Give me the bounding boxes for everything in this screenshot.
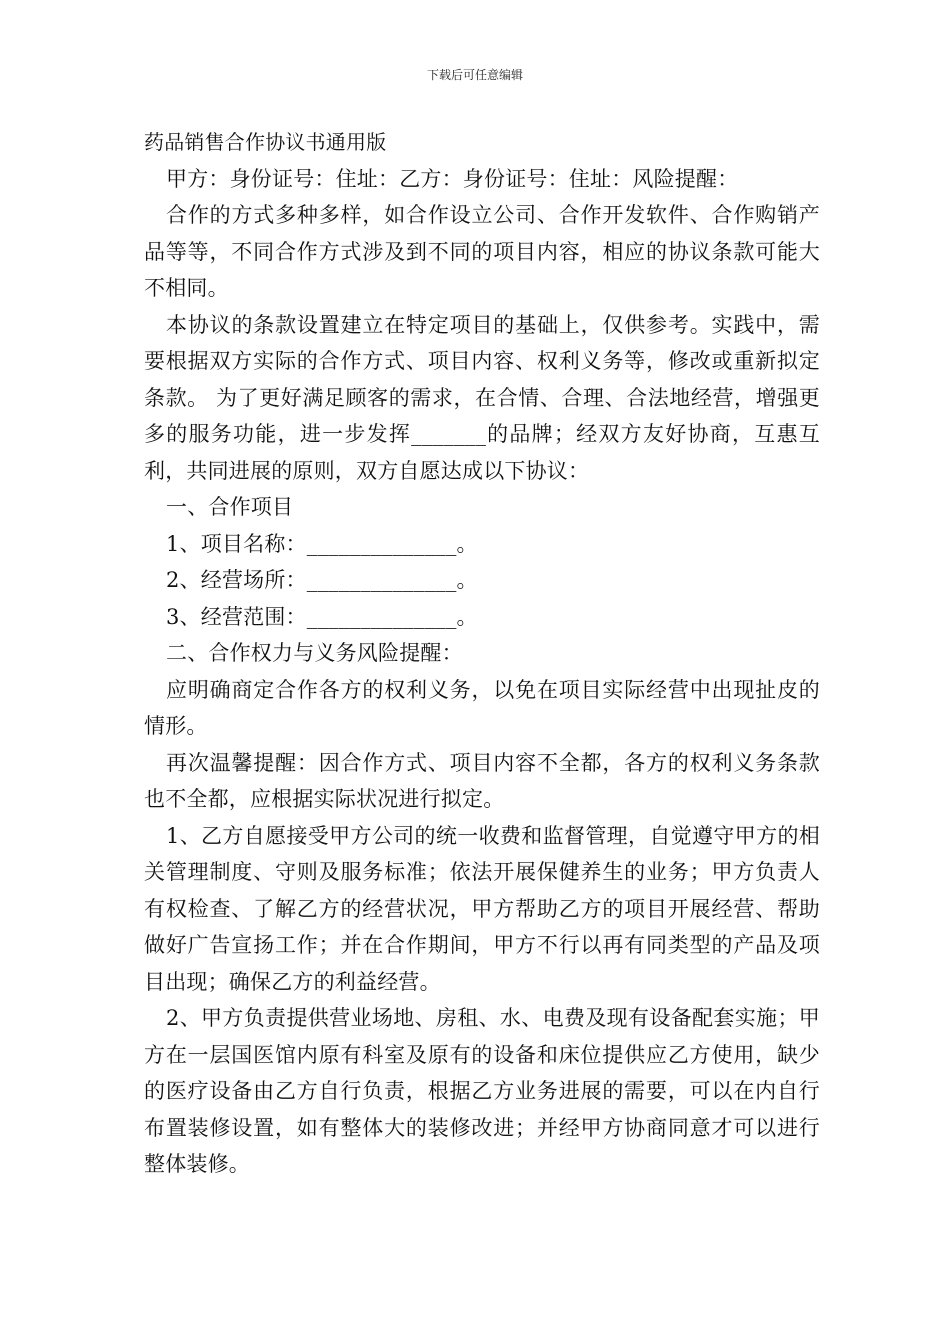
header-note: 下载后可任意编辑: [426, 68, 523, 82]
list-item-business-scope: 3、经营范围：______________。: [166, 604, 478, 629]
paragraph-rights-reminder: 应明确商定合作各方的权利义务，以免在项目实际经营中出现扯皮的情形。: [144, 677, 820, 738]
clause-2: 2、甲方负责提供营业场地、房租、水、电费及现有设备配套实施；甲方在一层国医馆内原有科室及原有的设备和床位提供应乙方使用，缺少的医疗设备由乙方自行负责，根据乙方业务进展的需要，可以在内自行布置装修设置，如有整体大的装修改进；并经甲方协商同意才可以进行整体装修。: [144, 1006, 820, 1176]
section-heading-project: 一、合作项目: [166, 495, 294, 519]
list-item-business-location: 2、经营场所：______________。: [166, 568, 478, 592]
document-body: [144, 124, 820, 1183]
paragraph-terms-basis: 本协议的条款设置建立在特定项目的基础上，仅供参考。实践中，需要根据双方实际的合作方式、项目内容、权利义务等，修改或重新拟定条款。 为了更好满足顾客的需求，在合情、合理、合法地经营，增强更多的服务功能，进一步发挥_______的品牌；经双方友好协商，互惠互利，共同进展的原则，双方自愿达成以下协议：: [144, 312, 820, 483]
paragraph-warm-reminder: 再次温馨提醒：因合作方式、项目内容不全都，各方的权利义务条款也不全都，应根据实际状况进行拟定。: [144, 750, 820, 811]
section-heading-rights-duties: 二、合作权力与义务风险提醒：: [166, 641, 463, 665]
document-title: 药品销售合作协议书通用版: [144, 130, 387, 154]
paragraph-cooperation-modes: 合作的方式多种多样，如合作设立公司、合作开发软件、合作购销产品等等，不同合作方式涉及到不同的项目内容，相应的协议条款可能大不相同。: [144, 203, 820, 300]
clause-1: 1、乙方自愿接受甲方公司的统一收费和监督管理，自觉遵守甲方的相关管理制度、守则及服务标准；依法开展保健养生的业务；甲方负责人有权检查、了解乙方的经营状况，甲方帮助乙方的项目开展经营、帮助做好广告宣扬工作；并在合作期间，甲方不行以再有同类型的产品及项目出现；确保乙方的利益经营。: [144, 823, 820, 994]
list-item-project-name: 1、项目名称：______________。: [166, 531, 478, 556]
paragraph-parties: 甲方：身份证号：住址：乙方：身份证号：住址：风险提醒：: [166, 166, 739, 191]
